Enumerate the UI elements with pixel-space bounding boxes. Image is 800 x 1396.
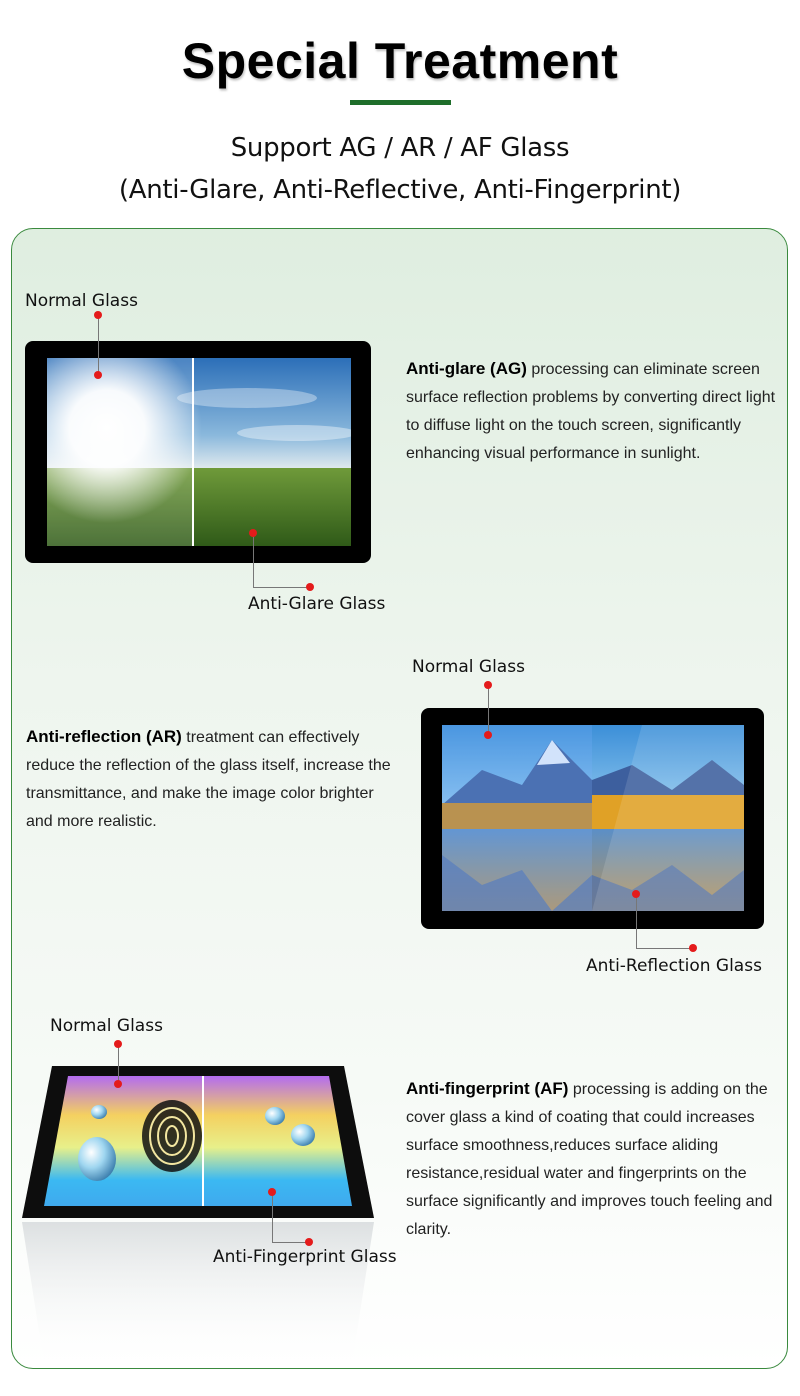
ar-normal-glass-label: Normal Glass [412,657,525,677]
page-title: Special Treatment [181,33,619,89]
subtitle-glass-names: (Anti-Glare, Anti-Reflective, Anti-Fingerprint) [118,175,682,205]
af-treated-glass-label: Anti-Fingerprint Glass [213,1247,397,1267]
ar-treated-glass-label: Anti-Reflection Glass [586,956,762,976]
af-monitor-image [22,1064,374,1224]
ag-normal-screen-marker [94,371,102,379]
ag-treated-screen-marker [249,529,257,537]
af-normal-leader-line [118,1044,119,1084]
ar-treated-leader-line [636,894,637,949]
ar-heading: Anti-reflection (AR) [26,727,182,746]
ag-heading: Anti-glare (AG) [406,359,527,378]
ar-monitor-image [421,708,764,929]
ag-treated-marker [306,583,314,591]
af-treated-leader-line [272,1192,273,1242]
ag-treated-leader-hline [253,587,311,588]
ag-normal-marker [94,311,102,319]
title-underline [350,100,451,105]
ar-text: treatment can effectively reduce the reflection of the glass itself, increase the transmittance, and make the image color brighter and more realistic. [26,729,391,830]
ag-normal-leader-line [98,315,99,375]
ag-treated-leader-line [253,533,254,588]
ag-text: processing can eliminate screen surface reflection problems by converting direct light to diffuse light on the touch screen, significantly enhancing visual performance in sunlight. [406,361,776,462]
ar-normal-screen-marker [484,731,492,739]
af-normal-glass-label: Normal Glass [50,1016,163,1036]
ar-treated-marker [689,944,697,952]
af-normal-marker [114,1040,122,1048]
af-treated-marker [305,1238,313,1246]
af-description [406,1075,781,1244]
ag-normal-glass-label: Normal Glass [25,291,138,311]
af-text: processing is adding on the cover glass a kind of coating that could increases surface smoothness,reduces surface aliding resistance,residual water and fingerprints on the surface significantly and improves touch feeling and clarity. [406,1081,773,1238]
af-treated-screen-marker [268,1188,276,1196]
ar-normal-leader-line [488,685,489,735]
ag-field-screen [47,358,351,546]
af-heading: Anti-fingerprint (AF) [406,1079,569,1098]
ar-normal-marker [484,681,492,689]
subtitle-glass-types: Support AG / AR / AF Glass [230,133,570,163]
ag-description [406,355,781,468]
af-normal-screen-marker [114,1080,122,1088]
ar-treated-screen-marker [632,890,640,898]
ar-treated-leader-hline [636,948,693,949]
ag-treated-glass-label: Anti-Glare Glass [248,594,386,614]
ar-description [26,723,398,836]
ar-lake-screen [442,725,744,911]
ag-monitor-image [25,341,371,563]
